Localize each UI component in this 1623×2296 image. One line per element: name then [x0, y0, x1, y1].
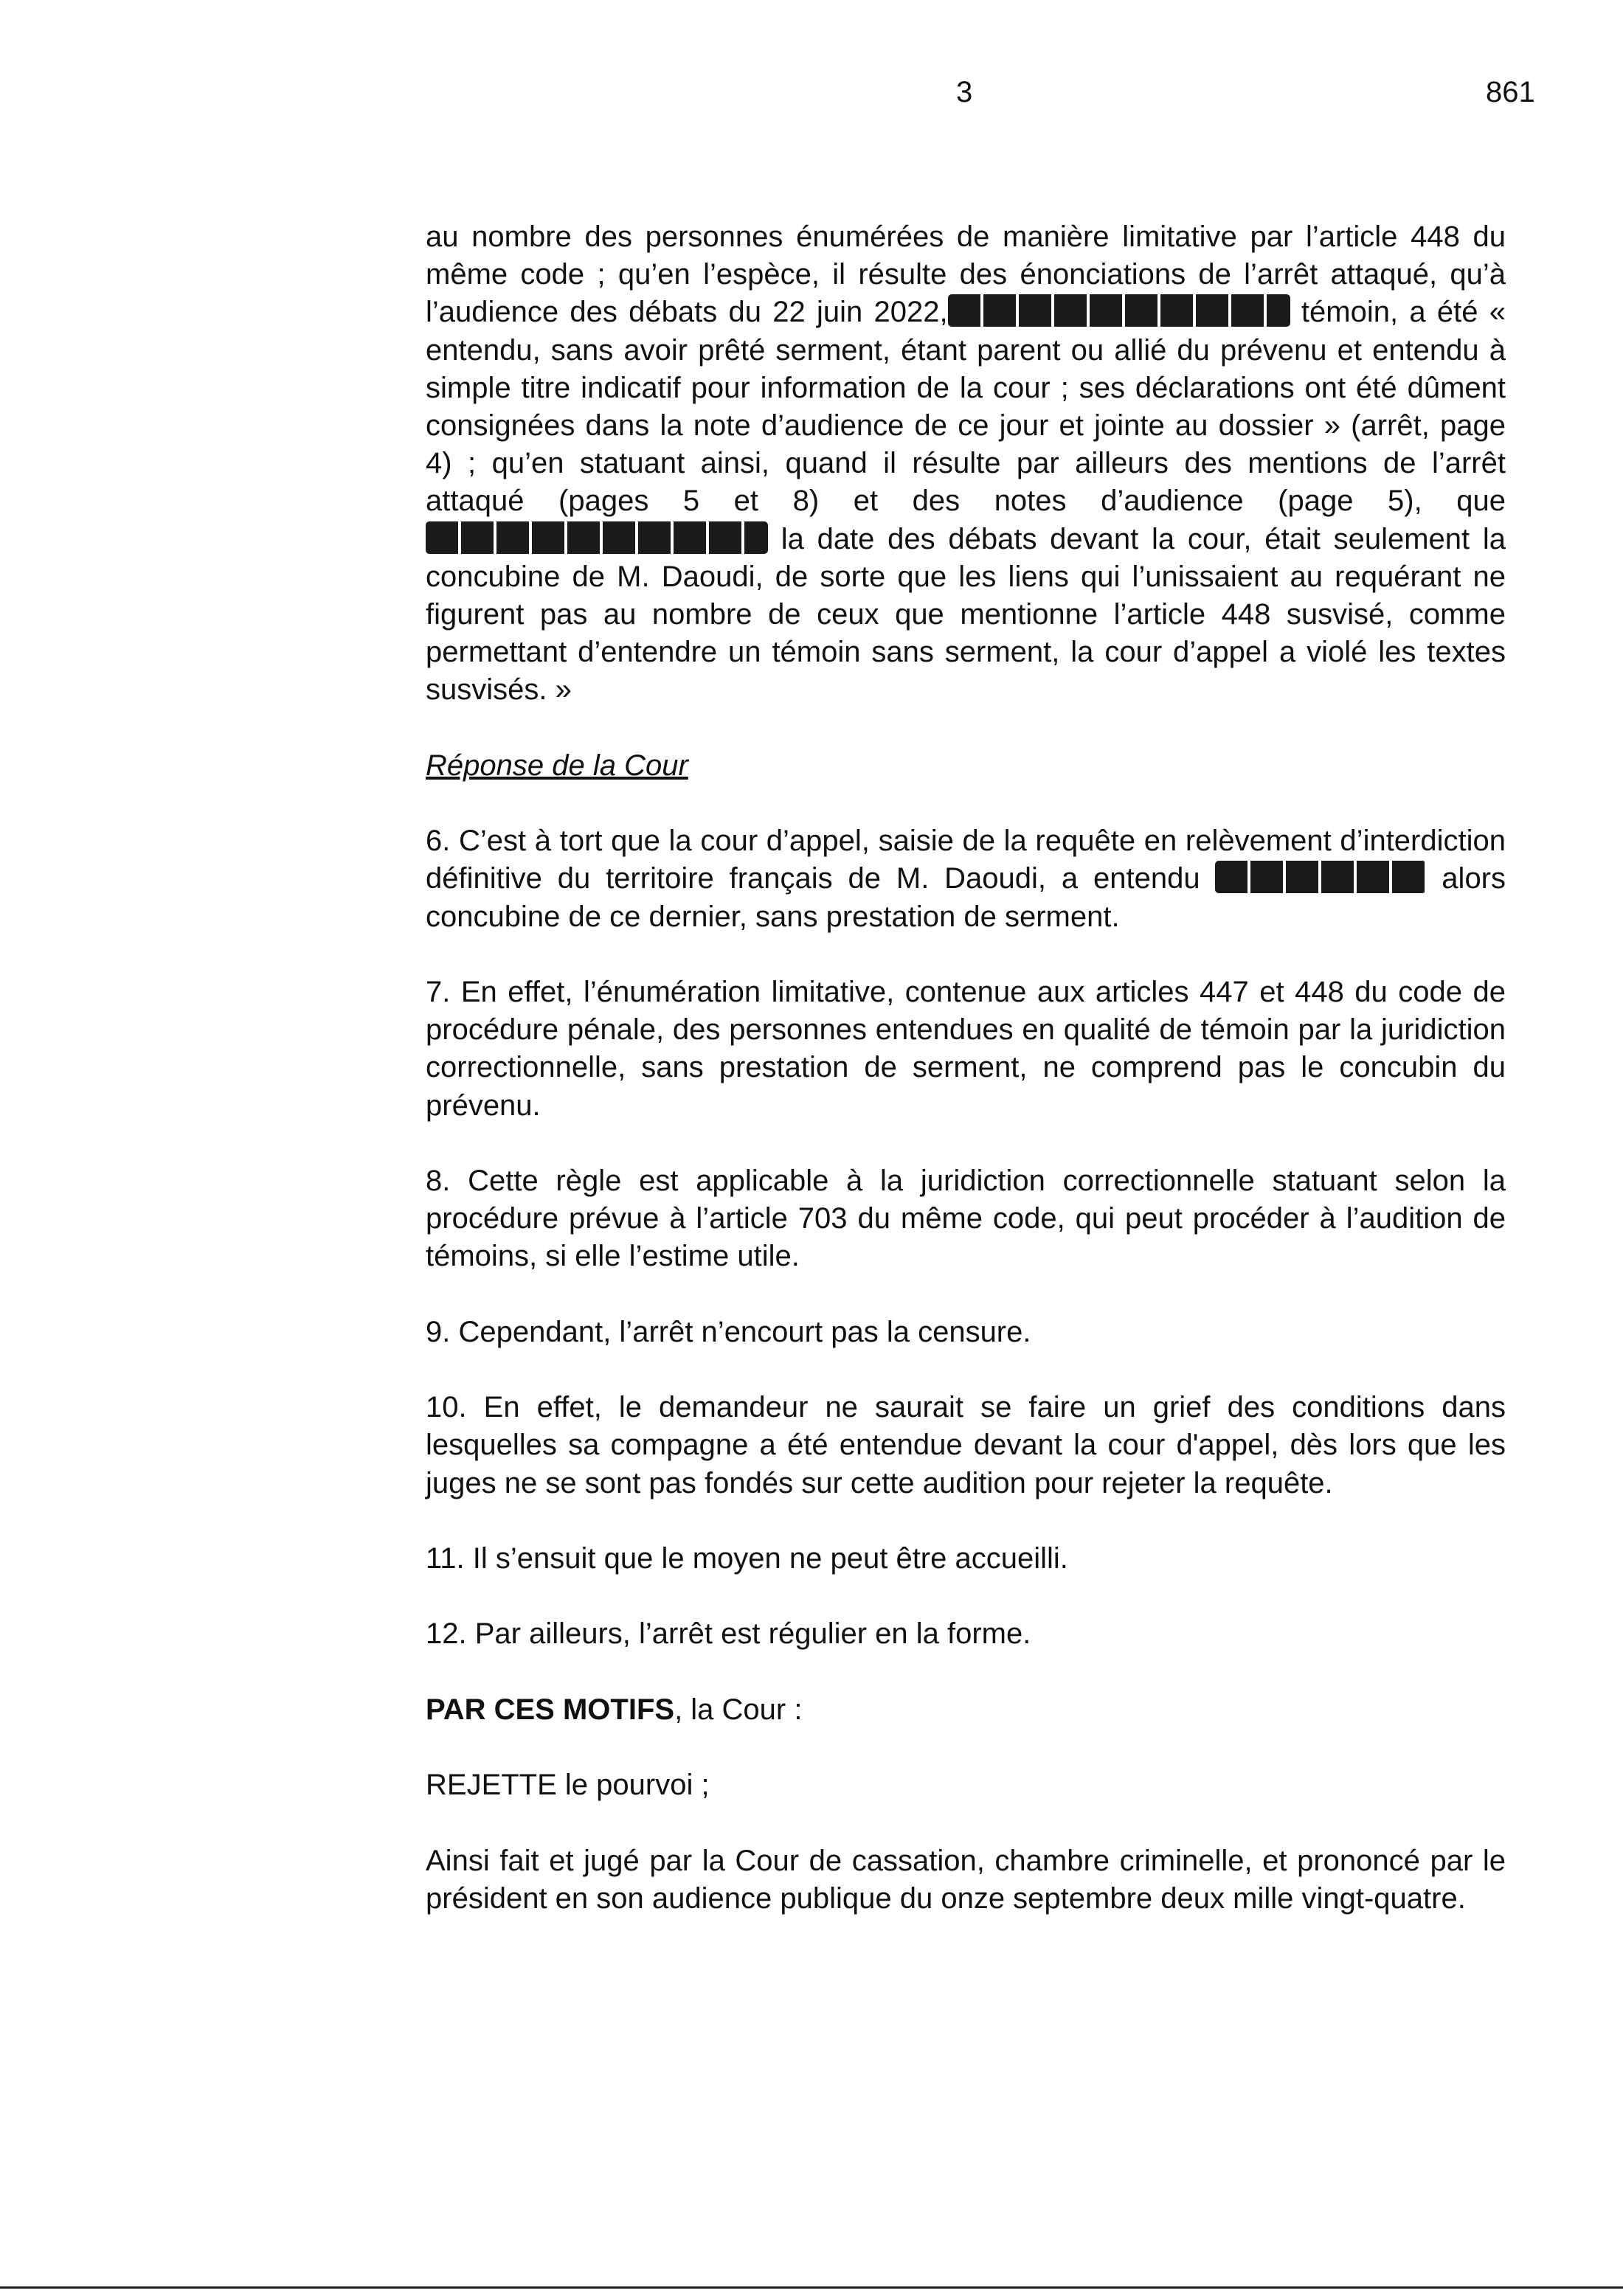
section-heading	[426, 747, 1506, 785]
motifs-text: , la Cour :	[674, 1693, 803, 1726]
paragraph-text: alors concubine de ce dernier, sans prestation de serment.	[426, 862, 1506, 933]
paragraph-text: 6. C’est à tort que la cour d’appel, saisie de la requête en relèvement d’interdiction définitive du territoire français de M. Daoudi, a entendu	[426, 825, 1506, 895]
rejette-line: REJETTE le pourvoi ;	[426, 1769, 710, 1802]
paragraph-quoted-moyen	[426, 218, 1506, 710]
paragraph-7: 7. En effet, l’énumération limitative, contenue aux articles 447 et 448 du code de procédure pénale, des personnes entendues en qualité de témoin par la juridiction correctionnelle, sans prestation de serment, ne comprend pas le concubin du prévenu.	[426, 976, 1506, 1122]
motifs-line	[426, 1691, 1506, 1729]
document-number: 861	[1486, 76, 1535, 108]
paragraph-text: la date des débats devant la cour, était seulement la concubine de M. Daoudi, de sorte que les liens qui l’unissaient au requérant ne figurent pas au nombre de ceux que mentionne l’article 448 susvisé, comme permettant d’entendre un témoin sans serment, la cour d’appel a violé les textes susvisés. »	[426, 522, 1506, 707]
page-number: 3	[956, 76, 973, 108]
paragraph-text: témoin, a été « entendu, sans avoir prêté serment, étant parent ou allié du prévenu et entendu à simple titre indicatif pour information de la cour ; ses déclarations ont été dûment consignées dans la note d’audience de ce jour et jointe au dossier » (arrêt, page 4) ; qu’en statuant ainsi, quand il résulte par ailleurs des mentions de l’arrêt attaqué (pages 5 et 8) et des notes d’audience (page 5), que	[426, 296, 1506, 518]
paragraph-10: 10. En effet, le demandeur ne saurait se faire un grief des conditions dans lesquelles sa compagne a été entendue devant la cour d'appel, dès lors que les juges ne se sont pas fondés sur cette audition pour rejeter la requête.	[426, 1391, 1506, 1499]
paragraph-9: 9. Cependant, l’arrêt n’encourt pas la censure.	[426, 1315, 1031, 1348]
paragraph-11: 11. Il s’ensuit que le moyen ne peut être accueilli.	[426, 1542, 1068, 1575]
paragraph-8: 8. Cette règle est applicable à la juridiction correctionnelle statuant selon la procédure prévue à l’article 703 du même code, qui peut procéder à l’audition de témoins, si elle l’estime utile.	[426, 1165, 1506, 1273]
closing-paragraph: Ainsi fait et jugé par la Cour de cassation, chambre criminelle, et prononcé par le président en son audience publique du onze septembre deux mille vingt-quatre.	[426, 1844, 1506, 1915]
paragraph-12: 12. Par ailleurs, l’arrêt est régulier en la forme.	[426, 1617, 1031, 1651]
redacted-name-block	[1215, 861, 1426, 893]
redacted-name-block	[426, 521, 768, 554]
paragraph-6	[426, 822, 1506, 936]
bottom-divider	[0, 2286, 1623, 2289]
paragraph-text: au nombre des personnes énumérées de manière limitative par l’article 448 du même code ; qu’en l’espèce, il résulte des énonciations de l’arrêt attaqué, qu’à l’audience des débats du 22 juin 2022,	[426, 221, 1506, 329]
document-body	[426, 218, 1506, 1955]
redacted-name-block	[948, 294, 1290, 327]
section-heading-text: Réponse de la Cour	[426, 749, 688, 782]
motifs-label: PAR CES MOTIFS	[426, 1693, 675, 1726]
